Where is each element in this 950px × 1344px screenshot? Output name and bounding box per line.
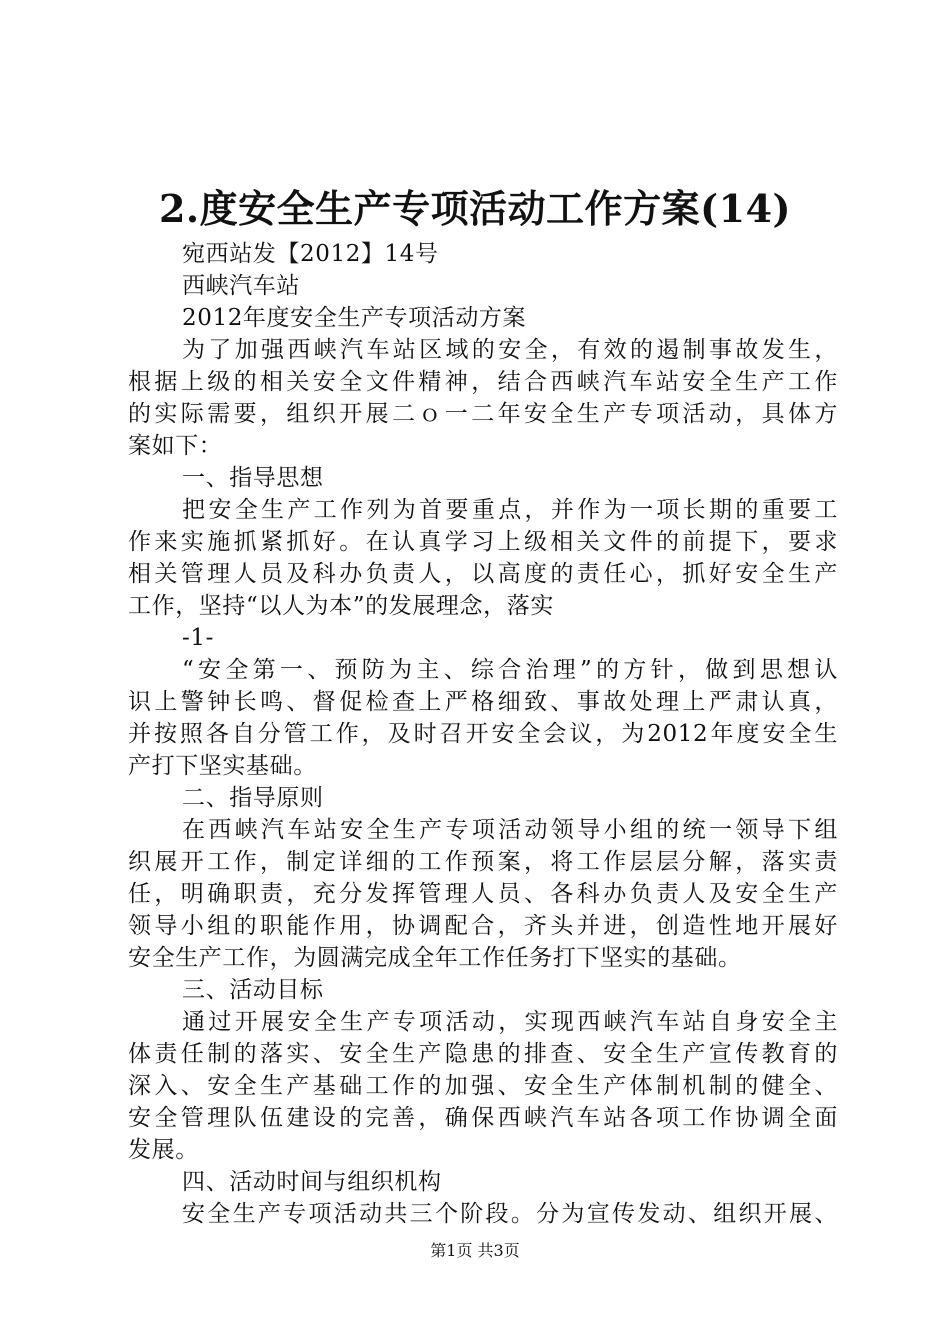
paragraph-line: 并按照各自分管工作，及时召开安全会议，为2012年度安全生 [128, 721, 838, 747]
section-heading: 三、活动目标 [182, 977, 324, 1003]
document-body [128, 238, 838, 1230]
paragraph-line: 发展。 [128, 1137, 199, 1163]
paragraph-line: 安全生产工作，为圆满完成全年工作任务打下坚实的基础。 [128, 945, 742, 971]
paragraph-line: 作来实施抓紧抓好。在认真学习上级相关文件的前提下，要求 [128, 529, 838, 555]
paragraph-line: 体责任制的落实、安全生产隐患的排查、安全生产宣传教育的 [128, 1041, 838, 1067]
paragraph-line: 为了加强西峡汽车站区域的安全，有效的遏制事故发生， [182, 337, 838, 363]
section-heading: 一、指导思想 [182, 465, 324, 491]
plan-title-line: 2012年度安全生产专项活动方案 [182, 305, 527, 331]
doc-number-line: 宛西站发【2012】14号 [182, 241, 439, 267]
paragraph-line: 通过开展安全生产专项活动，实现西峡汽车站自身安全主 [182, 1009, 838, 1035]
paragraph-line: 工作，坚持“以人为本”的发展理念，落实 [128, 593, 554, 619]
organization-line: 西峡汽车站 [182, 273, 300, 299]
inline-page-marker: -1- [182, 625, 214, 651]
section-heading: 二、指导原则 [182, 785, 324, 811]
paragraph-line: “安全第一、预防为主、综合治理”的方针，做到思想认 [182, 657, 838, 683]
paragraph-line: 深入、安全生产基础工作的加强、安全生产体制机制的健全、 [128, 1073, 838, 1099]
paragraph-line: 任，明确职责，充分发挥管理人员、各科办负责人及安全生产 [128, 881, 838, 907]
paragraph-line: 相关管理人员及科办负责人，以高度的责任心，抓好安全生产 [128, 561, 838, 587]
paragraph-line: 织展开工作，制定详细的工作预案，将工作层层分解，落实责 [128, 849, 838, 875]
paragraph-line: 案如下： [128, 433, 223, 459]
paragraph-line: 根据上级的相关安全文件精神，结合西峡汽车站安全生产工作 [128, 369, 838, 395]
paragraph-line: 领导小组的职能作用，协调配合，齐头并进，创造性地开展好 [128, 913, 838, 939]
paragraph-line: 产打下坚实基础。 [128, 753, 317, 779]
document-title: 2.度安全生产专项活动工作方案(14) [158, 186, 791, 231]
paragraph-line: 识上警钟长鸣、督促检查上严格细致、事故处理上严肃认真， [128, 689, 838, 715]
section-heading: 四、活动时间与组织机构 [182, 1169, 442, 1195]
paragraph-line: 在西峡汽车站安全生产专项活动领导小组的统一领导下组 [182, 817, 838, 843]
page-footer: 第1页 共3页 [430, 1241, 520, 1260]
paragraph-line: 把安全生产工作列为首要重点，并作为一项长期的重要工 [182, 497, 838, 523]
paragraph-line: 的实际需要，组织开展二ｏ一二年安全生产专项活动，具体方 [128, 401, 838, 427]
paragraph-line: 安全生产专项活动共三个阶段。分为宣传发动、组织开展、 [182, 1201, 838, 1227]
paragraph-line: 安全管理队伍建设的完善，确保西峡汽车站各项工作协调全面 [128, 1105, 838, 1131]
